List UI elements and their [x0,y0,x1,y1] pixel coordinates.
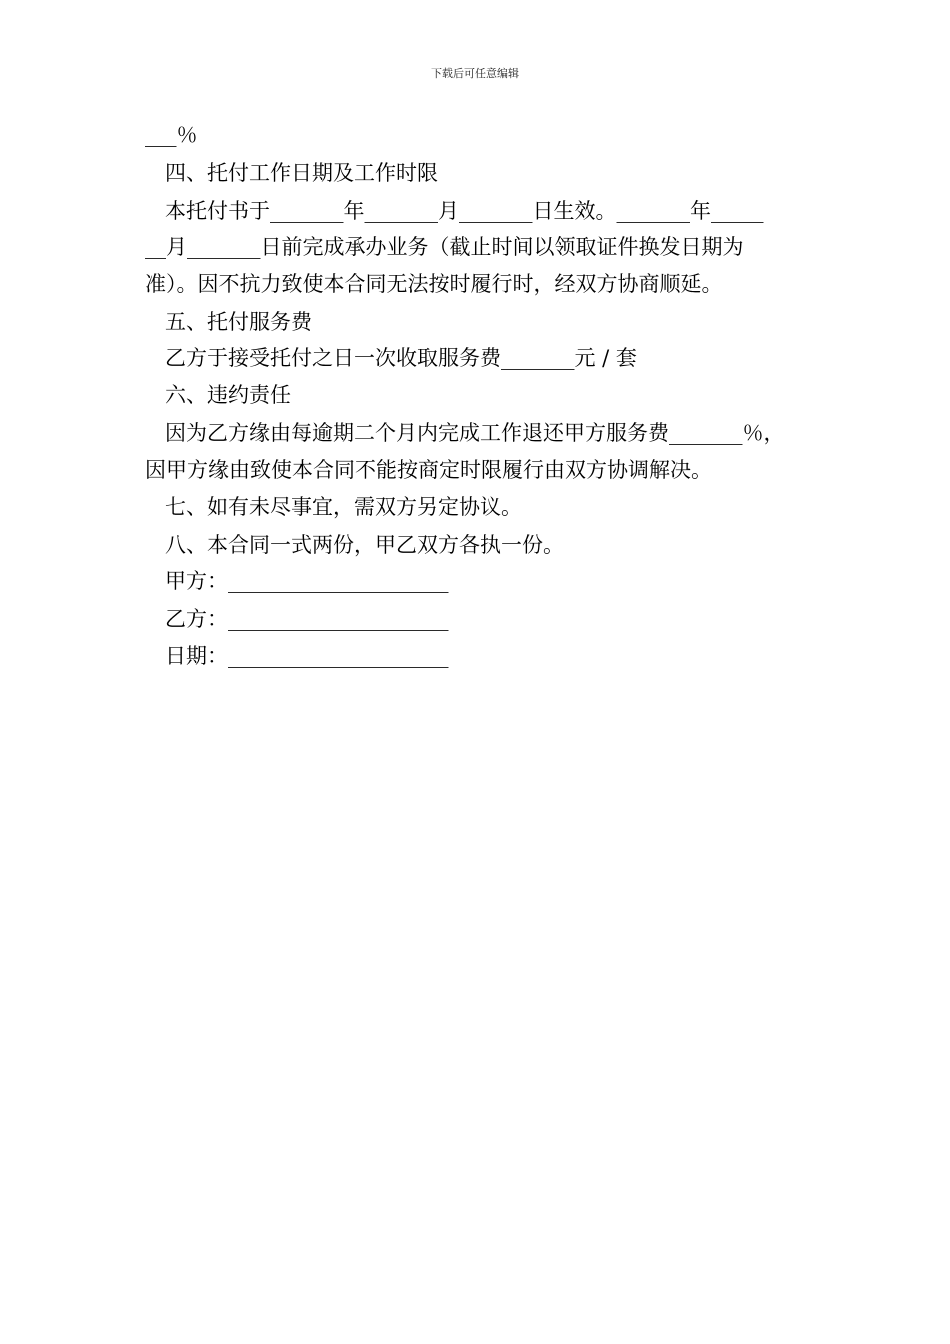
section-4-heading: 四、托付工作日期及工作时限 [165,161,438,185]
section-4-body-line-3: 准）。因不抗力致使本合同无法按时履行时，经双方协商顺延。 [145,272,723,296]
section-7: 七、如有未尽事宜，需双方另定协议。 [165,495,522,519]
date-signature-line: 日期：_____________________ [165,644,449,668]
party-a-signature-line: 甲方：_____________________ [165,569,449,593]
party-b-signature-line: 乙方：_____________________ [165,607,449,631]
percent-blank-line: ___％ [145,123,198,147]
section-8: 八、本合同一式两份，甲乙双方各执一份。 [165,533,564,557]
section-6-body-line-2: 因甲方缘由致使本合同不能按商定时限履行由双方协调解决。 [145,458,712,482]
page-header: 下载后可任意编辑 [431,67,519,80]
section-6-body-line-1: 因为乙方缘由每逾期二个月内完成工作退还甲方服务费_______％， [165,421,785,445]
section-4-body-line-2: __月_______日前完成承办业务（截止时间以领取证件换发日期为 [145,235,744,259]
section-5-heading: 五、托付服务费 [165,310,312,334]
section-5-body: 乙方于接受托付之日一次收取服务费_______元 / 套 [165,346,637,370]
section-4-body-line-1: 本托付书于_______年_______月_______日生效。_______年_____ [165,199,764,223]
section-6-heading: 六、违约责任 [165,383,291,407]
